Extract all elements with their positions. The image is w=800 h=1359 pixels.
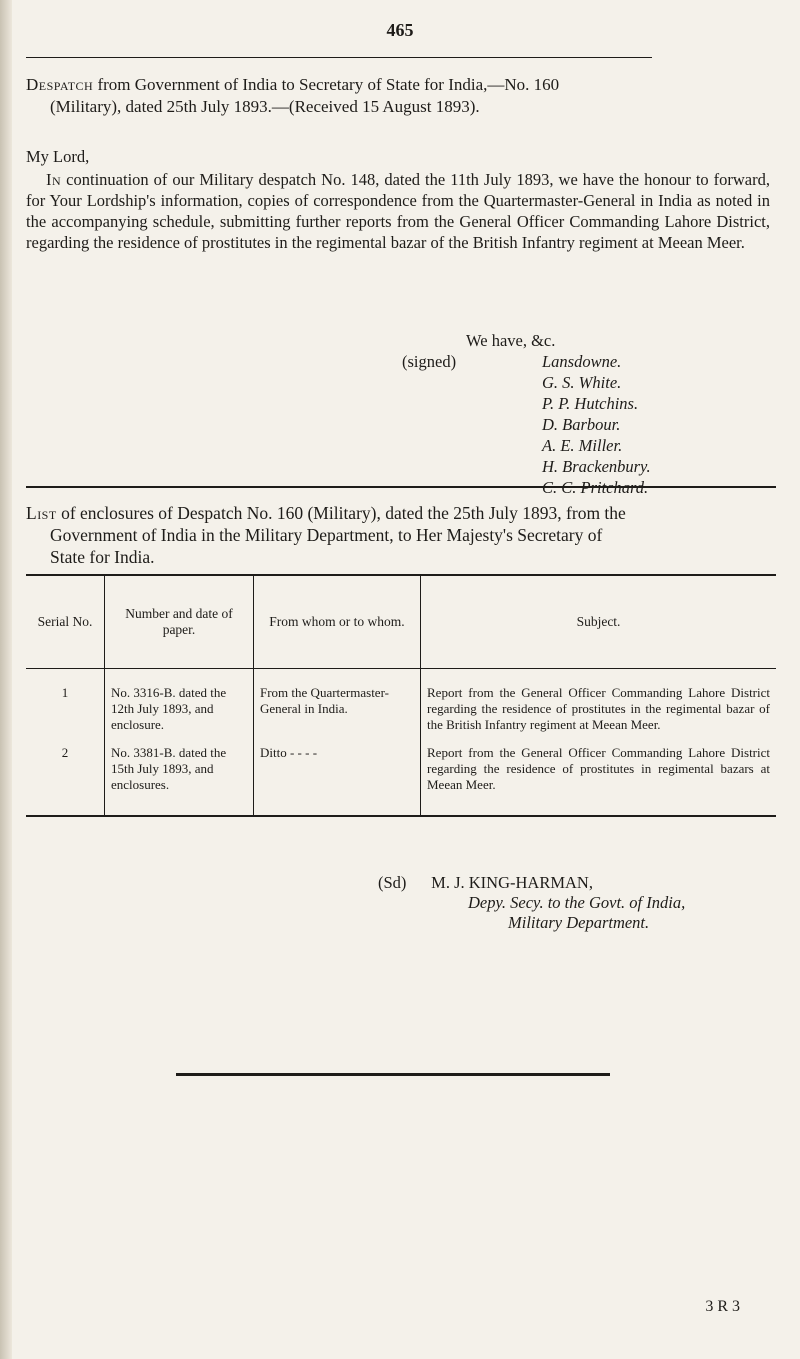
- signatory-name: Lansdowne.: [542, 352, 622, 371]
- enclosures-lead-word: List: [26, 503, 57, 523]
- signatory-name: A. E. Miller.: [542, 436, 623, 455]
- despatch-heading-line2: (Military), dated 25th July 1893.—(Received 15 August 1893).: [50, 97, 480, 116]
- number-cell: No. 3381-B. dated the 15th July 1893, and enclosures.: [105, 743, 254, 816]
- signatory-name: D. Barbour.: [542, 415, 621, 434]
- serial-cell: 2: [26, 743, 105, 816]
- column-header-serial: Serial No.: [26, 575, 105, 669]
- despatch-lead-word: Despatch: [26, 75, 94, 94]
- column-header-subject: Subject.: [421, 575, 777, 669]
- signature-block: [402, 330, 651, 498]
- subject-cell: Report from the General Officer Commanding Lahore District regarding the residence of prostitutes in the regimental bazar of the British Infantry regiment at Meean Meer.: [421, 669, 777, 744]
- letter-lead-word: In: [46, 170, 62, 189]
- column-header-from: From whom or to whom.: [254, 575, 421, 669]
- from-cell: From the Quartermaster-General in India.: [254, 669, 421, 744]
- enclosures-heading-line1: of enclosures of Despatch No. 160 (Military), dated the 25th July 1893, from the: [56, 503, 626, 523]
- despatch-heading-line1: from Government of India to Secretary of State for India,—No. 160: [93, 75, 560, 94]
- signatory-name: H. Brackenbury.: [542, 457, 651, 476]
- enclosures-heading-line3: State for India.: [50, 547, 155, 567]
- signed-label: (signed): [402, 352, 457, 371]
- closing-phrase: We have, &c.: [466, 331, 556, 350]
- closing-signature-title: Depy. Secy. to the Govt. of India,: [468, 893, 686, 912]
- salutation: My Lord,: [26, 147, 90, 166]
- number-cell: No. 3316-B. dated the 12th July 1893, and enclosure.: [105, 669, 254, 744]
- letter-text: continuation of our Military despatch No. 148, dated the 11th July 1893, we have the honour to forward, for Your Lordship's information, copies of correspondence from the Quartermaster-General in India as noted in the accompanying schedule, submitting further reports from the General Officer Commanding Lahore District, regarding the residence of prostitutes in the regimental bazar of the British Infantry regiment at Meean Meer.: [26, 170, 770, 252]
- top-rule: [26, 57, 652, 58]
- enclosures-table: [26, 574, 776, 817]
- sheet-signature-mark: 3 R 3: [705, 1298, 740, 1315]
- signatory-name: G. S. White.: [542, 373, 622, 392]
- from-cell: Ditto - - - -: [254, 743, 421, 816]
- page-number: 465: [386, 20, 414, 40]
- table-header-row: [26, 575, 776, 669]
- serial-cell: 1: [61, 685, 69, 700]
- column-header-number: Number and date of paper.: [105, 575, 254, 669]
- closing-signature: [378, 873, 685, 933]
- closing-signature-name: (Sd) M. J. KING-HARMAN,: [378, 873, 593, 892]
- section-rule: [26, 486, 776, 488]
- subject-cell: Report from the General Officer Commanding Lahore District regarding the residence of prostitutes in regimental bazars at Meean Meer.: [421, 743, 777, 816]
- letter-paragraph: [26, 169, 770, 253]
- despatch-heading: [26, 74, 766, 118]
- signatory-name: P. P. Hutchins.: [542, 394, 639, 413]
- enclosures-heading: [26, 502, 766, 568]
- closing-signature-department: Military Department.: [508, 913, 650, 932]
- letter-body: [26, 146, 770, 253]
- table-row: [26, 669, 776, 744]
- enclosures-heading-line2: Government of India in the Military Department, to Her Majesty's Secretary of: [50, 525, 603, 545]
- table-row: [26, 743, 776, 816]
- page-edge: [0, 0, 12, 1359]
- bottom-rule: [176, 1073, 610, 1076]
